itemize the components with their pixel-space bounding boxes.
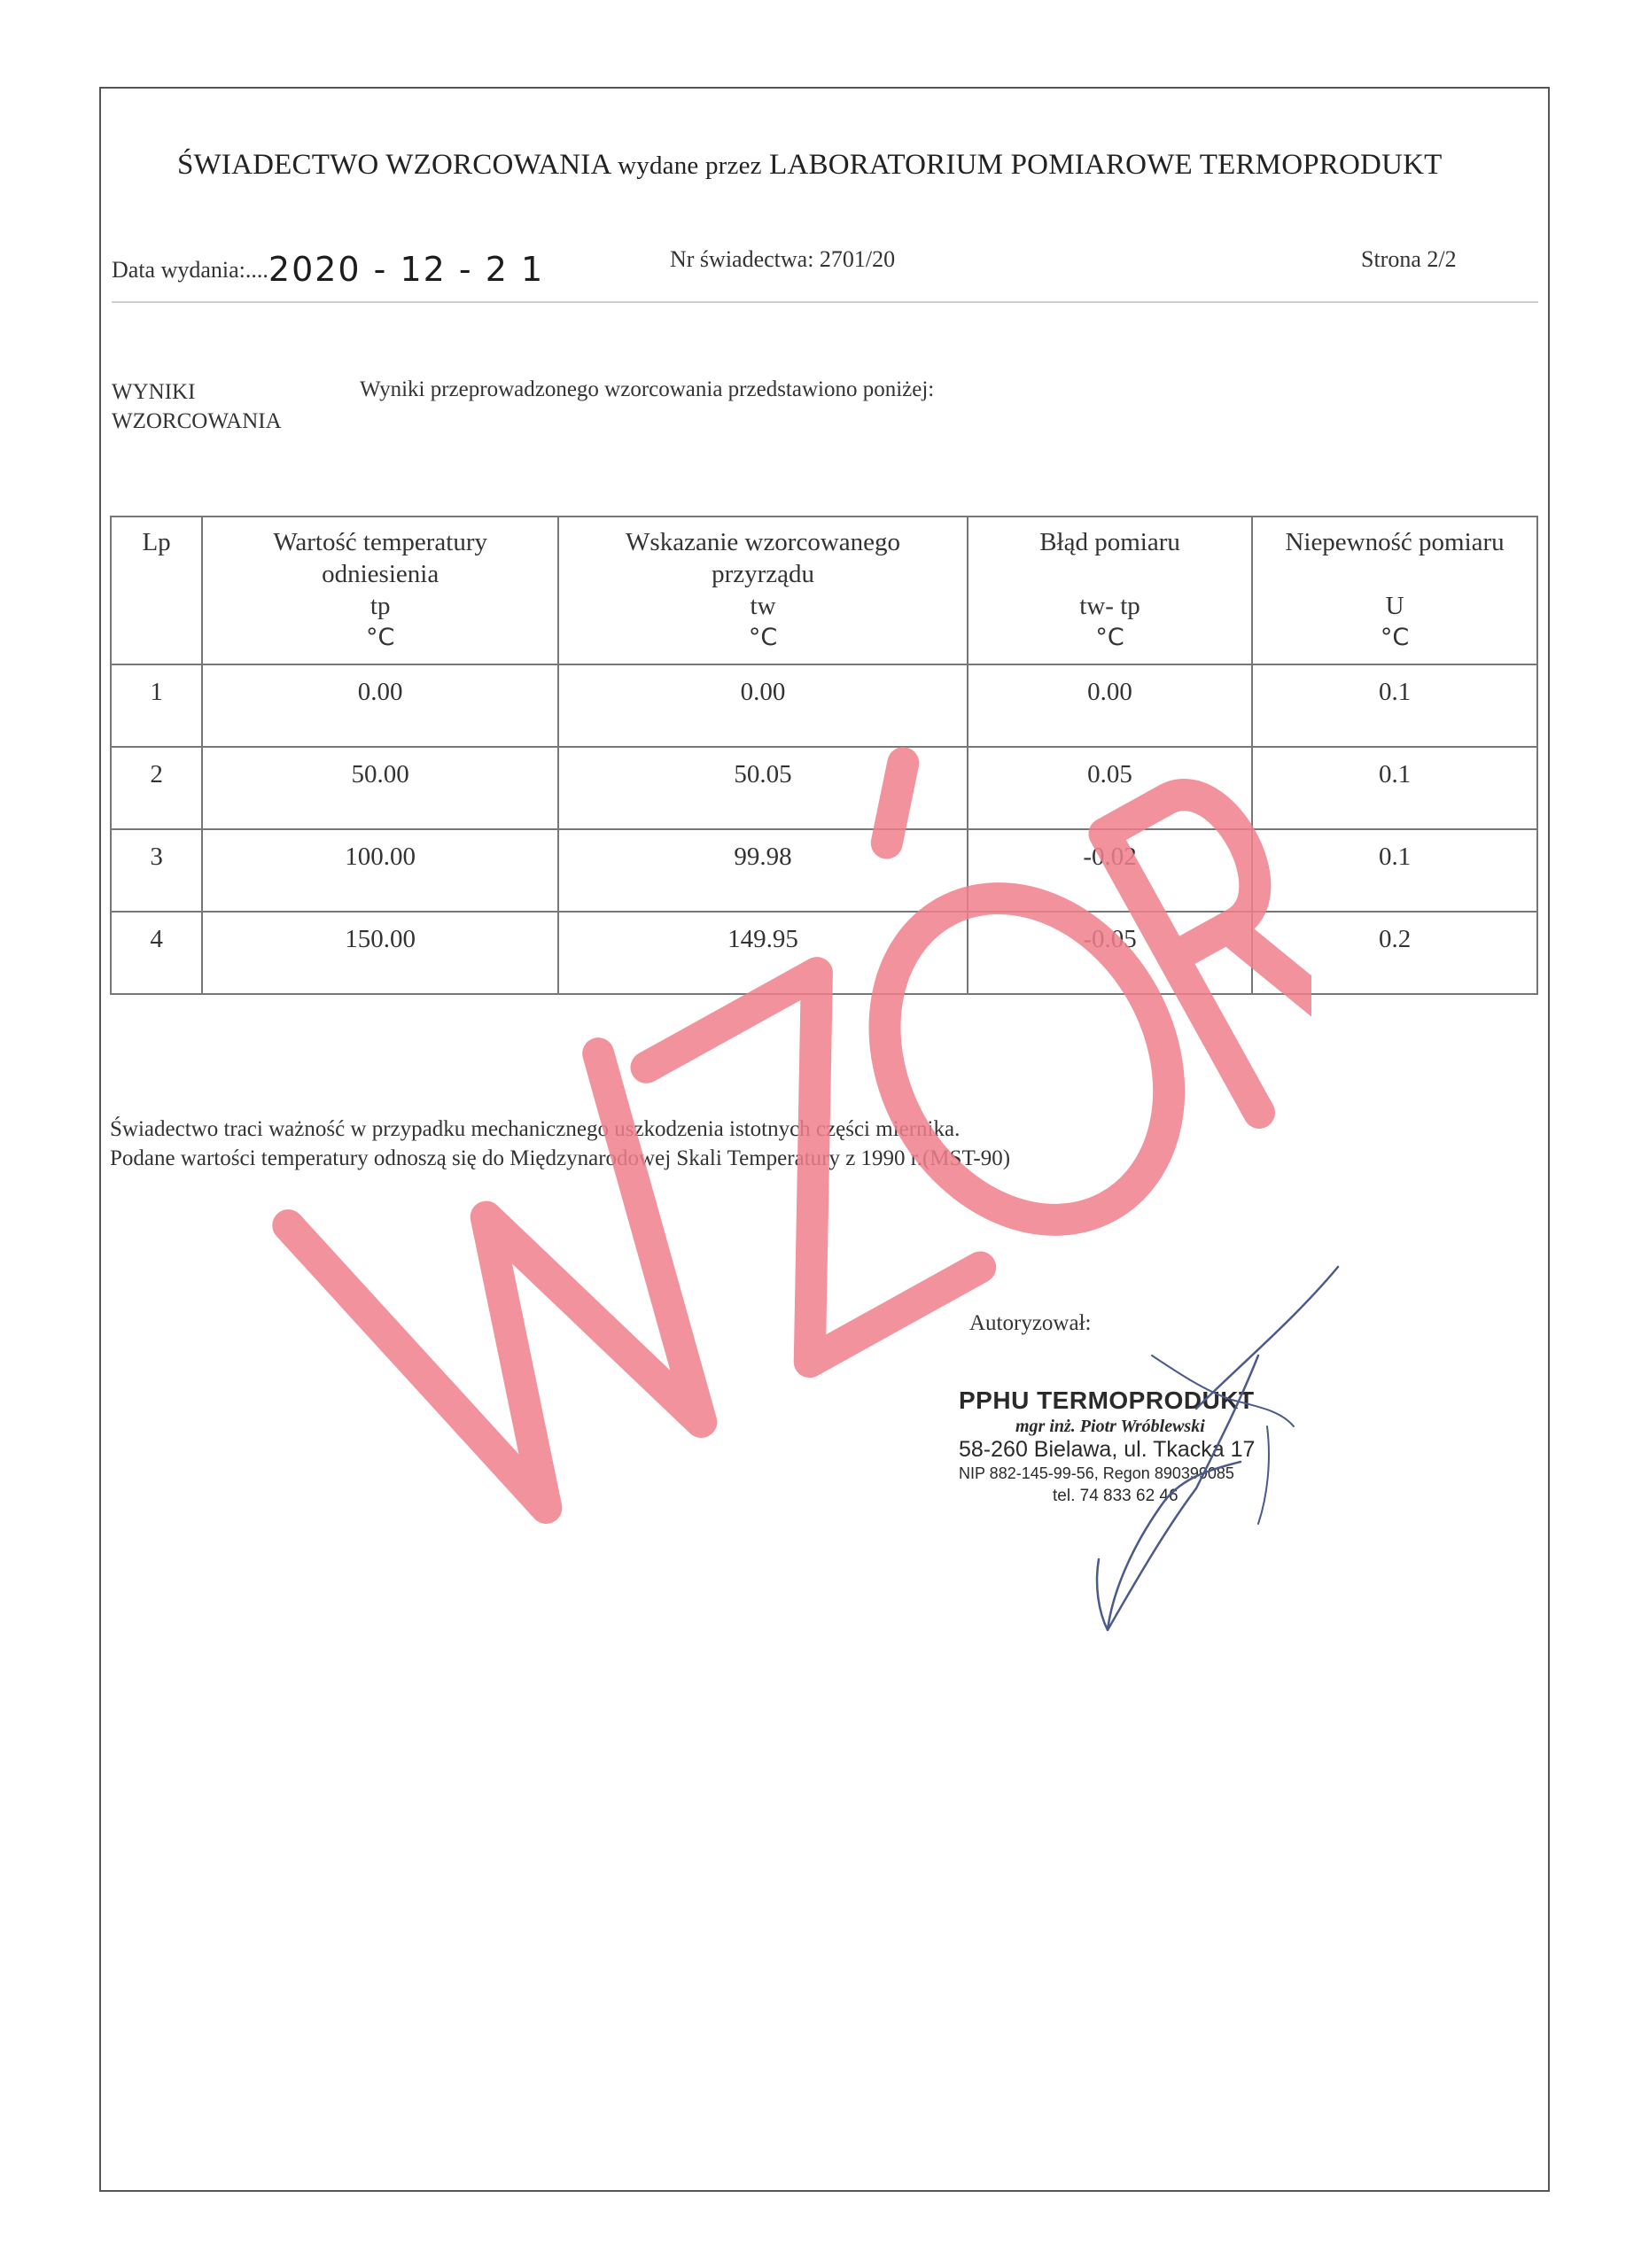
issue-date-value: 2020 - 12 - 2 1	[268, 250, 545, 289]
cell-tp: 50.00	[202, 747, 558, 829]
stamp-person: mgr inż. Piotr Wróblewski	[1015, 1417, 1205, 1436]
cell-tw: 50.05	[558, 747, 968, 829]
issue-date-label: Data wydania:....	[112, 257, 268, 283]
title-main: ŚWIADECTWO WZORCOWANIA	[177, 149, 611, 181]
header-measurement-error	[968, 517, 1252, 664]
issue-date-field	[112, 246, 545, 289]
cell-tp: 100.00	[202, 829, 558, 912]
authorized-by-label: Autoryzował:	[969, 1311, 1092, 1335]
header-u-title: Niepewność pomiaru	[1285, 528, 1505, 556]
header-lp-label: Lp	[142, 528, 171, 556]
calibration-results-table	[110, 516, 1538, 995]
cell-u: 0.1	[1252, 829, 1537, 912]
table-row	[111, 747, 1537, 829]
table-header-row	[111, 517, 1537, 664]
header-u-symbol: U	[1385, 592, 1404, 620]
stamp-address: 58-260 Bielawa, ul. Tkacka 17	[959, 1437, 1256, 1462]
header-lp	[111, 517, 202, 664]
cell-err: -0.02	[968, 829, 1252, 912]
cell-lp: 4	[111, 912, 202, 994]
header-tp-symbol: tp	[369, 592, 391, 620]
note-line-1: Świadectwo traci ważność w przypadku mechanicznego uszkodzenia istotnych części miernika.	[110, 1117, 961, 1141]
title-lab: LABORATORIUM POMIAROWE TERMOPRODUKT	[769, 149, 1443, 181]
table-row	[111, 829, 1537, 912]
certificate-number: Nr świadectwa: 2701/20	[670, 246, 896, 272]
page-number: Strona 2/2	[1361, 246, 1457, 272]
table-row	[111, 912, 1537, 994]
header-tw-title: Wskazanie wzorcowanego przyrządu	[626, 528, 901, 588]
cell-u: 0.1	[1252, 664, 1537, 747]
stamp-tel: tel. 74 833 62 46	[1053, 1487, 1178, 1505]
cell-tw: 99.98	[558, 829, 968, 912]
handwritten-signature	[975, 1258, 1347, 1648]
cell-u: 0.1	[1252, 747, 1537, 829]
header-divider	[112, 301, 1538, 303]
stamp-nip: NIP 882-145-99-56, Regon 890399085	[959, 1464, 1234, 1482]
title-mid: wydane przez	[618, 151, 762, 180]
cell-u: 0.2	[1252, 912, 1537, 994]
cell-err: 0.05	[968, 747, 1252, 829]
note-line-2: Podane wartości temperatury odnoszą się do Międzynarodowej Skali Temperatury z 1990 r.(MST-90)	[110, 1146, 1011, 1170]
table-row	[111, 664, 1537, 747]
header-err-title: Błąd pomiaru	[1039, 528, 1180, 556]
results-intro: Wyniki przeprowadzonego wzorcowania przedstawiono poniżej:	[360, 377, 935, 401]
header-u-unit: °C	[1380, 624, 1410, 651]
header-err-unit: °C	[1095, 624, 1124, 651]
validity-notes	[110, 1115, 1010, 1173]
cell-tp: 150.00	[202, 912, 558, 994]
header-tp-title: Wartość temperatury odniesienia	[273, 528, 487, 588]
cell-lp: 2	[111, 747, 202, 829]
document-title	[177, 149, 1443, 182]
header-tp-unit: °C	[365, 624, 395, 651]
header-tw-unit: °C	[748, 624, 778, 651]
cell-tw: 0.00	[558, 664, 968, 747]
header-tw-symbol: tw	[750, 592, 776, 620]
header-uncertainty	[1252, 517, 1537, 664]
stamp-company: PPHU TERMOPRODUKT	[959, 1386, 1255, 1414]
header-instrument-reading	[558, 517, 968, 664]
cell-lp: 3	[111, 829, 202, 912]
cell-err: -0.05	[968, 912, 1252, 994]
cell-lp: 1	[111, 664, 202, 747]
cell-tp: 0.00	[202, 664, 558, 747]
results-section-label: WYNIKI WZORCOWANIA	[112, 380, 282, 433]
cell-tw: 149.95	[558, 912, 968, 994]
header-reference-temperature	[202, 517, 558, 664]
header-err-symbol: tw- tp	[1079, 592, 1140, 620]
cell-err: 0.00	[968, 664, 1252, 747]
